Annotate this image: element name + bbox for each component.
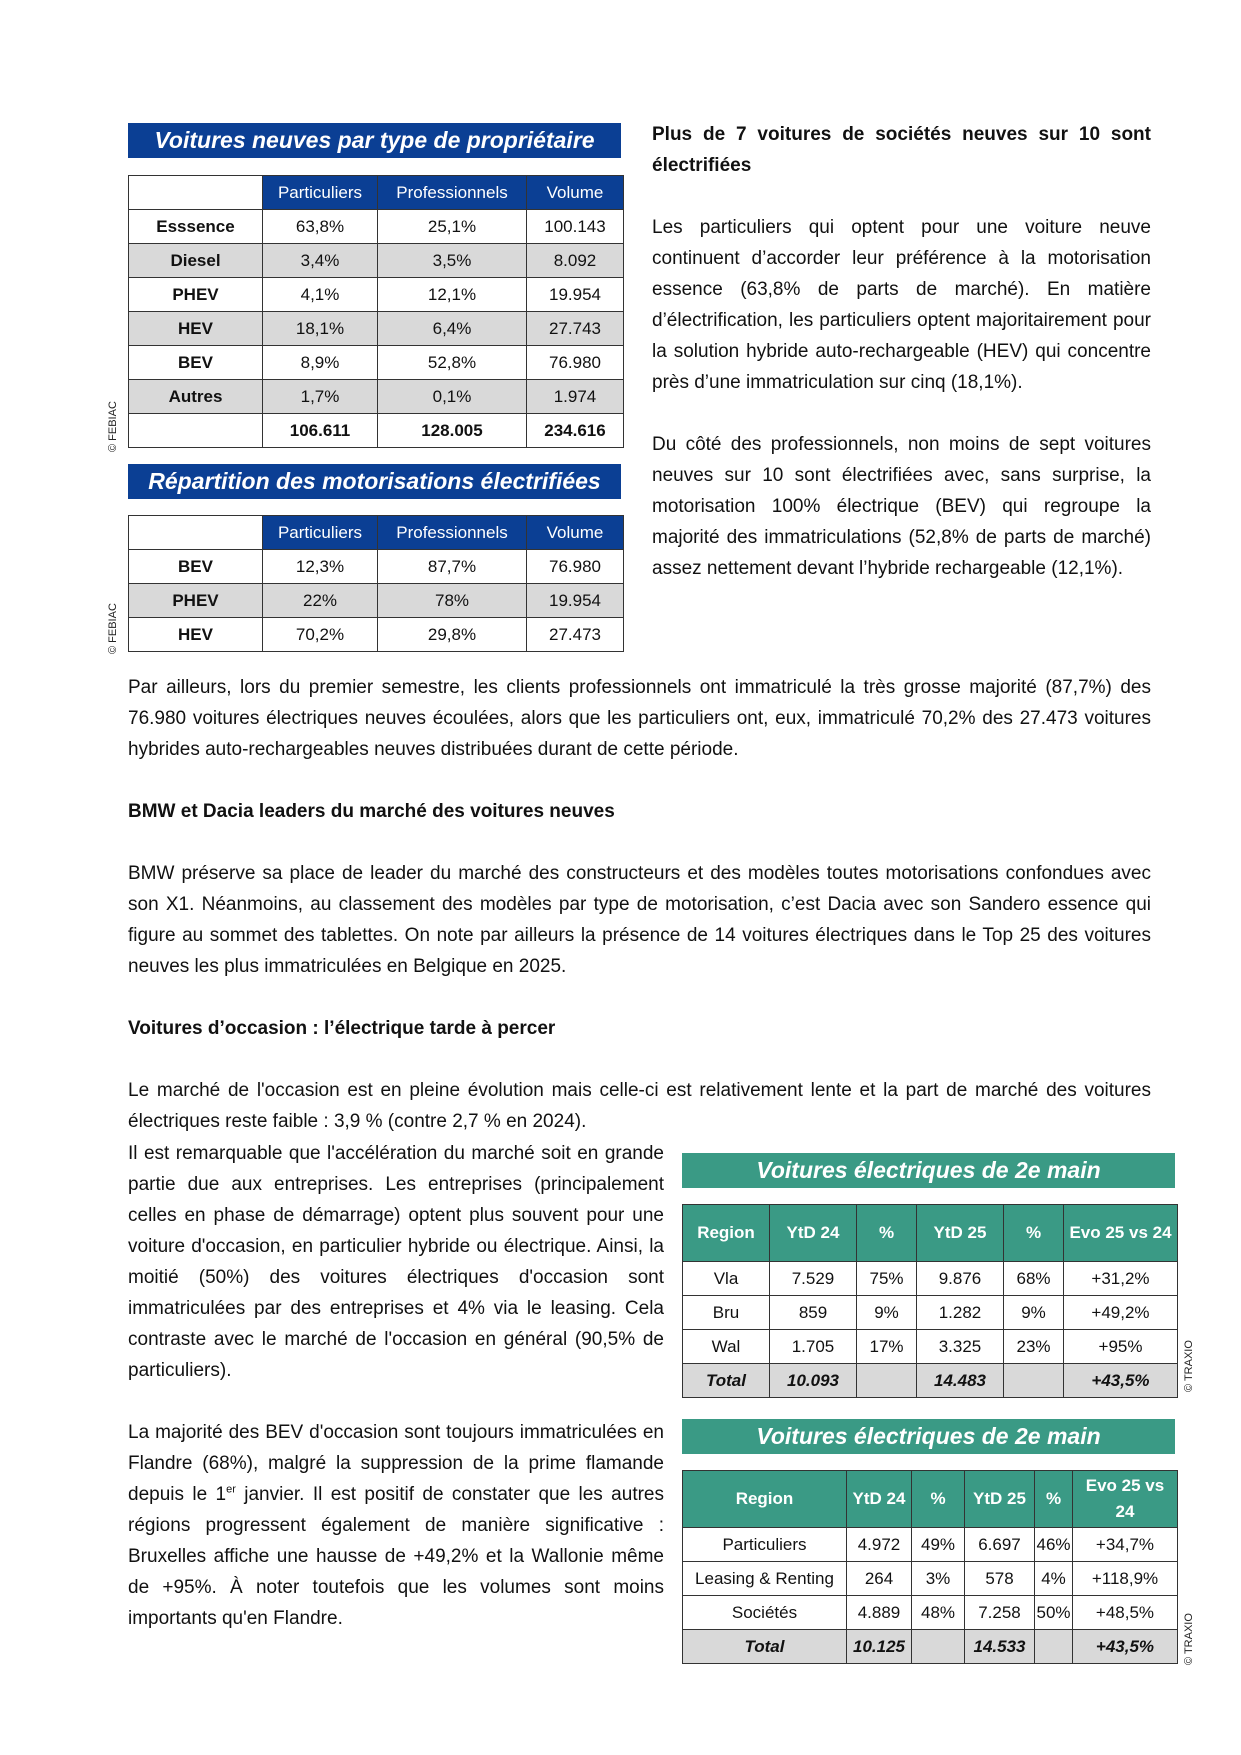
table-header-cell	[129, 516, 263, 550]
table-row	[129, 380, 624, 414]
table-cell: 22%	[263, 584, 378, 618]
row-label: PHEV	[129, 278, 263, 312]
table-header-cell: YtD 25	[965, 1471, 1035, 1528]
table-cell: +118,9%	[1073, 1562, 1178, 1596]
table-row	[129, 244, 624, 278]
table-row	[683, 1528, 1178, 1562]
row-label: Wal	[683, 1330, 770, 1364]
row-label: BEV	[129, 346, 263, 380]
table-total-row	[683, 1364, 1178, 1398]
table-cell: 106.611	[263, 414, 378, 448]
table4	[682, 1470, 1178, 1664]
table-row	[129, 550, 624, 584]
table-cell: 48%	[912, 1596, 965, 1630]
table1-credit: © FEBIAC	[107, 401, 119, 452]
table2-title: Répartition des motorisations électrifiées	[128, 464, 621, 499]
section-heading: Voitures d’occasion : l’électrique tarde à percer	[128, 1018, 556, 1039]
table-cell: 4,1%	[263, 278, 378, 312]
table-cell: 18,1%	[263, 312, 378, 346]
table-header-cell: Volume	[527, 516, 624, 550]
table-cell: 6,4%	[378, 312, 527, 346]
table-header-cell: Particuliers	[263, 176, 378, 210]
table-header-cell: YtD 24	[770, 1205, 857, 1262]
table1	[128, 175, 624, 448]
table-cell: 23%	[1004, 1330, 1064, 1364]
table-header-cell: Region	[683, 1205, 770, 1262]
table-cell: 3.325	[917, 1330, 1004, 1364]
table-cell: 19.954	[527, 584, 624, 618]
table-cell: Total	[683, 1364, 770, 1398]
table-row	[683, 1596, 1178, 1630]
table-row	[129, 210, 624, 244]
table-header-cell: Evo 25 vs 24	[1064, 1205, 1178, 1262]
table-cell: +49,2%	[1064, 1296, 1178, 1330]
table-cell: +31,2%	[1064, 1262, 1178, 1296]
right-column	[652, 119, 1151, 584]
superscript: er	[226, 1483, 236, 1496]
paragraph-text: La majorité des BEV d'occasion sont toujours immatriculées en Flandre (68%), malgré la suppression de la prime flamande depuis le 1	[128, 1422, 664, 1505]
table-cell: 9.876	[917, 1262, 1004, 1296]
table-header-cell: Region	[683, 1471, 847, 1528]
paragraph: Le marché de l'occasion est en pleine évolution mais celle-ci est relativement lente et la part de marché des voitures électriques reste faible : 3,9 % (contre 2,7 % en 2024).	[128, 1080, 1151, 1132]
table-cell: 27.473	[527, 618, 624, 652]
table-cell	[1004, 1364, 1064, 1398]
table-cell: 7.529	[770, 1262, 857, 1296]
table-row	[129, 346, 624, 380]
table-header-cell: YtD 24	[847, 1471, 912, 1528]
table-cell: +34,7%	[1073, 1528, 1178, 1562]
table-row	[129, 584, 624, 618]
table-cell: 3%	[912, 1562, 965, 1596]
table-cell: 10.125	[847, 1630, 912, 1664]
table-total-row	[129, 414, 624, 448]
paragraph	[128, 1417, 664, 1634]
paragraph: Du côté des professionnels, non moins de sept voitures neuves sur 10 sont électrifiées avec, sans surprise, la motorisation 100% électrique (BEV) qui regroupe la majorité des immatriculations (52,8% de parts de marché) assez nettement devant l’hybride rechargeable (12,1%).	[652, 434, 1151, 579]
table-cell: 7.258	[965, 1596, 1035, 1630]
table-cell: 63,8%	[263, 210, 378, 244]
table-cell: 76.980	[527, 550, 624, 584]
table-row	[683, 1562, 1178, 1596]
table1-title: Voitures neuves par type de propriétaire	[128, 123, 621, 158]
table-cell: 75%	[857, 1262, 917, 1296]
main-text	[128, 672, 1151, 1137]
table-cell: 29,8%	[378, 618, 527, 652]
table-cell: 68%	[1004, 1262, 1064, 1296]
table-cell: 14.483	[917, 1364, 1004, 1398]
table-cell: +48,5%	[1073, 1596, 1178, 1630]
table-cell: 52,8%	[378, 346, 527, 380]
table-cell: 49%	[912, 1528, 965, 1562]
table4-header-row	[683, 1471, 1178, 1528]
table-cell: 76.980	[527, 346, 624, 380]
table-cell: 3,4%	[263, 244, 378, 278]
row-label: Diesel	[129, 244, 263, 278]
table-header-cell: Particuliers	[263, 516, 378, 550]
row-label: BEV	[129, 550, 263, 584]
table-cell: 12,1%	[378, 278, 527, 312]
paragraph: BMW préserve sa place de leader du marché des constructeurs et des modèles toutes motorisations confondues avec son X1. Néanmoins, au classement des modèles par type de motorisation, c’est Dacia avec son Sandero essence qui figure au sommet des tablettes. On note par ailleurs la présence de 14 voitures électriques dans le Top 25 des voitures neuves les plus immatriculées en Belgique en 2025.	[128, 863, 1151, 977]
table-cell: 578	[965, 1562, 1035, 1596]
row-label: Bru	[683, 1296, 770, 1330]
row-label: HEV	[129, 618, 263, 652]
table-cell: 14.533	[965, 1630, 1035, 1664]
row-label: Esssence	[129, 210, 263, 244]
row-label: Particuliers	[683, 1528, 847, 1562]
table-cell	[912, 1630, 965, 1664]
table-header-cell: %	[912, 1471, 965, 1528]
table-cell: 78%	[378, 584, 527, 618]
table-cell: 128.005	[378, 414, 527, 448]
table-cell: 1,7%	[263, 380, 378, 414]
table-cell: +43,5%	[1073, 1630, 1178, 1664]
table-cell: 4.889	[847, 1596, 912, 1630]
table-cell: +43,5%	[1064, 1364, 1178, 1398]
table-cell: 4.972	[847, 1528, 912, 1562]
row-label: HEV	[129, 312, 263, 346]
table-row	[683, 1330, 1178, 1364]
table-cell	[1035, 1630, 1073, 1664]
table-cell: 46%	[1035, 1528, 1073, 1562]
table-cell: 234.616	[527, 414, 624, 448]
table-cell: 8.092	[527, 244, 624, 278]
row-label: Leasing & Renting	[683, 1562, 847, 1596]
table-cell: 87,7%	[378, 550, 527, 584]
row-label: Vla	[683, 1262, 770, 1296]
table-row	[129, 278, 624, 312]
table-header-cell: Professionnels	[378, 516, 527, 550]
row-label: Sociétés	[683, 1596, 847, 1630]
paragraph: Par ailleurs, lors du premier semestre, les clients professionnels ont immatriculé la très grosse majorité (87,7%) des 76.980 voitures électriques neuves écoulées, alors que les particuliers ont, eux, immatriculé 70,2% des 27.473 voitures hybrides auto-rechargeables neuves distribuées durant de cette période.	[128, 677, 1151, 760]
table2-header-row	[129, 516, 624, 550]
table-cell: 1.705	[770, 1330, 857, 1364]
table-cell: 100.143	[527, 210, 624, 244]
table4-credit: © TRAXIO	[1183, 1613, 1195, 1665]
table-cell: 12,3%	[263, 550, 378, 584]
table-row	[683, 1262, 1178, 1296]
row-label: Autres	[129, 380, 263, 414]
table-row	[129, 312, 624, 346]
table-cell	[129, 414, 263, 448]
table-header-cell: Evo 25 vs 24	[1073, 1471, 1178, 1528]
section-heading: Plus de 7 voitures de sociétés neuves sur 10 sont électrifiées	[652, 124, 1151, 176]
table-cell: 0,1%	[378, 380, 527, 414]
paragraph-text: janvier. Il est positif de constater que les autres régions progressent également de manière significative : Bruxelles affiche une hausse de +49,2% et la Wallonie même de +95%. À noter toutefois que les volumes sont moins importants qu'en Flandre.	[128, 1484, 664, 1629]
table-cell: 4%	[1035, 1562, 1073, 1596]
table-header-cell: Professionnels	[378, 176, 527, 210]
table-header-cell: %	[1035, 1471, 1073, 1528]
table-cell: 25,1%	[378, 210, 527, 244]
table-cell: Total	[683, 1630, 847, 1664]
table-cell: 19.954	[527, 278, 624, 312]
table-row	[129, 618, 624, 652]
table2-credit: © FEBIAC	[107, 603, 119, 654]
table-header-cell: %	[1004, 1205, 1064, 1262]
table-cell: 17%	[857, 1330, 917, 1364]
table3-credit: © TRAXIO	[1183, 1340, 1195, 1392]
table4-title: Voitures électriques de 2e main	[682, 1419, 1175, 1454]
paragraph: Les particuliers qui optent pour une voiture neuve continuent d’accorder leur préférence à la motorisation essence (63,8% de parts de marché). En matière d’électrification, les particuliers optent majoritairement pour la solution hybride auto-rechargeable (HEV) qui concentre près d’une immatriculation sur cinq (18,1%).	[652, 217, 1151, 393]
table-cell: 1.974	[527, 380, 624, 414]
table-header-cell	[129, 176, 263, 210]
table3-header-row	[683, 1205, 1178, 1262]
table-header-cell: %	[857, 1205, 917, 1262]
table-cell: 27.743	[527, 312, 624, 346]
table-cell: +95%	[1064, 1330, 1178, 1364]
table-header-cell: YtD 25	[917, 1205, 1004, 1262]
table-row	[683, 1296, 1178, 1330]
table-cell: 8,9%	[263, 346, 378, 380]
table3	[682, 1204, 1178, 1398]
table-cell: 6.697	[965, 1528, 1035, 1562]
table-cell: 10.093	[770, 1364, 857, 1398]
table-header-cell: Volume	[527, 176, 624, 210]
table-cell: 264	[847, 1562, 912, 1596]
table-cell: 3,5%	[378, 244, 527, 278]
table-cell: 50%	[1035, 1596, 1073, 1630]
table-cell: 70,2%	[263, 618, 378, 652]
row-label: PHEV	[129, 584, 263, 618]
table-cell: 9%	[857, 1296, 917, 1330]
paragraph: Il est remarquable que l'accélération du marché soit en grande partie due aux entreprises. Les entreprises (principalement celles en phase de démarrage) optent plus souvent pour une voiture d'occasion, en particulier hybride ou électrique. Ainsi, la moitié (50%) des voitures électriques d'occasion sont immatriculées par des entreprises et 4% via le leasing. Cela contraste avec le marché de l'occasion en général (90,5% de particuliers).	[128, 1143, 664, 1381]
table1-header-row	[129, 176, 624, 210]
table-total-row	[683, 1630, 1178, 1664]
table3-title: Voitures électriques de 2e main	[682, 1153, 1175, 1188]
table-cell: 1.282	[917, 1296, 1004, 1330]
section-heading: BMW et Dacia leaders du marché des voitures neuves	[128, 801, 615, 822]
table2	[128, 515, 624, 652]
table-cell: 859	[770, 1296, 857, 1330]
table-cell: 9%	[1004, 1296, 1064, 1330]
table-cell	[857, 1364, 917, 1398]
lower-left-column	[128, 1138, 664, 1634]
